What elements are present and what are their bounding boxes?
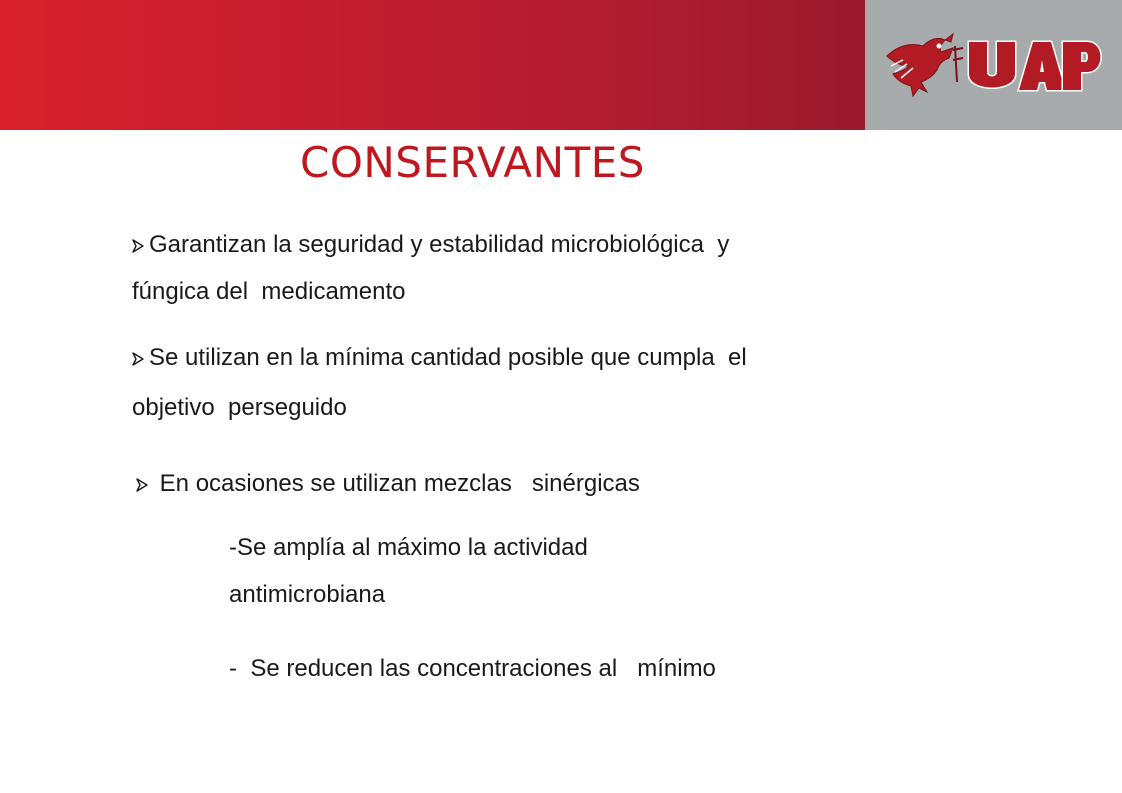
bullet-continuation <box>132 267 406 317</box>
bullet-item <box>136 459 640 509</box>
arrow-bullet-icon <box>136 478 148 492</box>
bullet-text: objetivo perseguido <box>132 394 347 421</box>
bullet-item <box>132 220 729 270</box>
sub-item-continuation <box>229 571 385 619</box>
uap-wordmark <box>969 42 1101 90</box>
bullet-continuation <box>132 383 347 433</box>
sub-item <box>229 645 716 693</box>
header-band <box>0 0 865 130</box>
logo-panel <box>865 0 1122 130</box>
bullet-text: fúngica del medicamento <box>132 278 406 305</box>
arrow-bullet-icon <box>132 352 144 366</box>
sub-item-text: - Se reducen las concentraciones al mínimo <box>229 655 716 682</box>
bullet-item <box>132 333 747 383</box>
arrow-bullet-icon <box>132 239 144 253</box>
uap-logo <box>883 26 1107 106</box>
bullet-text: Se utilizan en la mínima cantidad posible que cumpla el <box>149 344 747 371</box>
sub-item-text: antimicrobiana <box>229 581 386 608</box>
sub-item <box>229 524 588 572</box>
sub-item-text: -Se amplía al máximo la actividad <box>229 534 588 561</box>
bullet-text: En ocasiones se utilizan mezclas sinérgicas <box>153 470 640 497</box>
bird-emblem-icon <box>887 34 963 96</box>
bullet-text: Garantizan la seguridad y estabilidad microbiológica y <box>149 231 730 258</box>
slide-title: CONSERVANTES <box>300 138 645 187</box>
